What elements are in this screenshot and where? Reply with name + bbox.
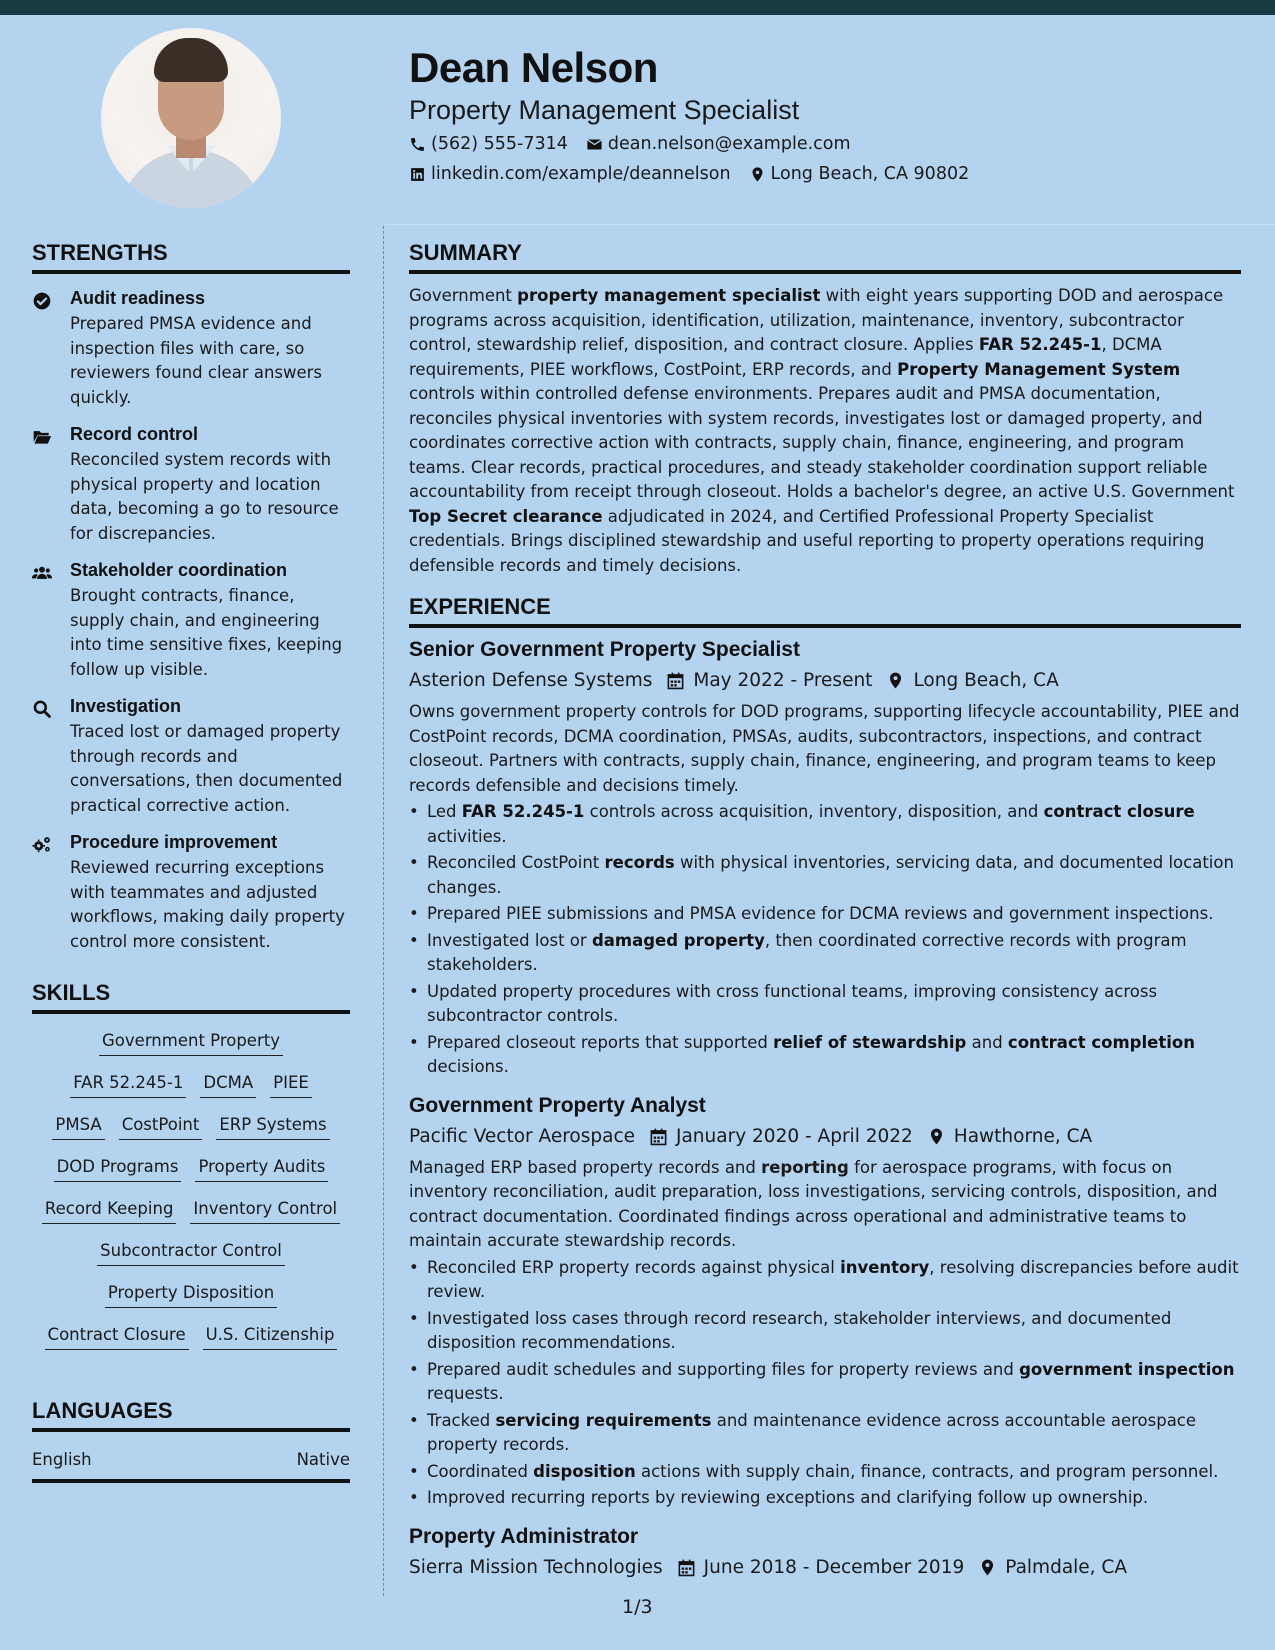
phone-number: (562) 555-7314 bbox=[431, 134, 568, 154]
strengths-list bbox=[32, 288, 350, 954]
job-title: Senior Government Property Specialist bbox=[409, 638, 800, 661]
job-bullets bbox=[409, 1256, 1241, 1511]
job-meta bbox=[409, 1126, 1241, 1147]
job-entry bbox=[409, 638, 1241, 1080]
language-name: English bbox=[32, 1450, 92, 1469]
bullet-item bbox=[409, 1460, 1241, 1485]
strength-title: Stakeholder coordination bbox=[70, 560, 288, 580]
bullet-item bbox=[409, 1307, 1241, 1356]
right-column bbox=[409, 240, 1241, 1578]
text-run: actions with supply chain, finance, contracts, and program personnel. bbox=[635, 1461, 1219, 1481]
bold-phrase: damaged property bbox=[591, 930, 765, 950]
skill-tag: ERP Systems bbox=[216, 1114, 329, 1140]
language-row bbox=[32, 1432, 350, 1483]
skill-tag: Record Keeping bbox=[42, 1198, 177, 1224]
top-accent-bar bbox=[0, 0, 1275, 15]
bullet-item bbox=[409, 929, 1241, 978]
text-run: Prepared audit schedules and supporting files for property reviews and bbox=[427, 1359, 1020, 1379]
contact-row-1 bbox=[409, 134, 869, 154]
text-run: Updated property procedures with cross functional teams, improving consistency across subcontractor controls. bbox=[427, 981, 1158, 1025]
folder-open-icon bbox=[32, 427, 52, 447]
skills-heading: SKILLS bbox=[32, 980, 350, 1014]
text-run: Prepared closeout reports that supported bbox=[427, 1032, 774, 1052]
text-run: and bbox=[966, 1032, 1008, 1052]
job-entry bbox=[409, 1094, 1241, 1511]
bold-phrase: Property Management System bbox=[897, 359, 1181, 379]
skill-tag: Contract Closure bbox=[45, 1324, 189, 1350]
skill-tag: DCMA bbox=[200, 1072, 256, 1098]
text-run: with physical inventories, servicing data, and documented location changes. bbox=[427, 853, 1234, 897]
text-run: Coordinated bbox=[427, 1461, 534, 1481]
strength-desc: Prepared PMSA evidence and inspection files with care, so reviewers found clear answers quickly. bbox=[70, 314, 323, 407]
text-run: Government bbox=[409, 286, 518, 305]
job-dates: January 2020 - April 2022 bbox=[676, 1125, 913, 1147]
skill-tag: U.S. Citizenship bbox=[203, 1324, 338, 1350]
job-description: Owns government property controls for DOD programs, supporting lifecycle accountability, PIEE and CostPoint records, DCMA coordination, PMSAs, audits, subcontractors, inspections, and contract closeout. Partners with contracts, supply chain, finance, engineering, and program teams to keep records defensible and decisions timely. bbox=[409, 702, 1240, 795]
text-run: adjudicated in 2024, and Certified Professional Property Specialist credentials. Brings disciplined stewardship and useful reporting to property operations requiring defensible records and timely decisions. bbox=[409, 506, 1205, 575]
bold-phrase: relief of stewardship bbox=[773, 1032, 967, 1052]
contact-row-2 bbox=[409, 164, 987, 184]
skill-tag: Subcontractor Control bbox=[97, 1240, 285, 1266]
bullet-item bbox=[409, 851, 1241, 900]
map-pin-icon bbox=[749, 166, 766, 183]
languages-heading: LANGUAGES bbox=[32, 1398, 350, 1432]
users-icon bbox=[32, 563, 52, 583]
bullet-item bbox=[409, 1031, 1241, 1080]
email-address[interactable]: dean.nelson@example.com bbox=[607, 134, 851, 154]
calendar-icon bbox=[649, 1127, 668, 1146]
map-pin-icon bbox=[978, 1558, 997, 1577]
gears-icon bbox=[32, 835, 52, 855]
map-pin-icon bbox=[886, 671, 905, 690]
text-run: , resolving discrepancies before audit review. bbox=[427, 1257, 1239, 1301]
location-item bbox=[749, 164, 970, 184]
skill-tag: Government Property bbox=[99, 1030, 283, 1056]
strength-desc: Traced lost or damaged property through records and conversations, then documented practical corrective action. bbox=[70, 722, 343, 815]
calendar-icon bbox=[677, 1558, 696, 1577]
strength-title: Audit readiness bbox=[70, 288, 206, 308]
strength-title: Procedure improvement bbox=[70, 832, 278, 852]
experience-heading: EXPERIENCE bbox=[409, 594, 1241, 628]
skills-list bbox=[32, 1030, 350, 1350]
job-location: Palmdale, CA bbox=[1005, 1556, 1128, 1578]
bold-phrase: servicing requirements bbox=[495, 1410, 712, 1430]
job-description bbox=[409, 1156, 1241, 1254]
bold-phrase: disposition bbox=[533, 1461, 636, 1481]
bold-phrase: FAR 52.245-1 bbox=[461, 802, 585, 821]
bold-phrase: inventory bbox=[840, 1257, 930, 1277]
text-run: decisions. bbox=[427, 1057, 509, 1076]
text-run: Reconciled CostPoint bbox=[427, 853, 605, 872]
text-run: controls across acquisition, inventory, disposition, and bbox=[584, 802, 1044, 821]
job-title: Property Administrator bbox=[409, 1524, 639, 1548]
candidate-name: Dean Nelson bbox=[409, 44, 658, 91]
text-run: , DCMA requirements, PIEE workflows, CostPoint, ERP records, and bbox=[409, 335, 1162, 379]
phone-item bbox=[409, 134, 568, 154]
summary-heading: SUMMARY bbox=[409, 240, 1241, 274]
text-run: Managed ERP based property records and bbox=[409, 1157, 762, 1177]
job-location: Hawthorne, CA bbox=[953, 1125, 1093, 1147]
text-run: Tracked bbox=[427, 1410, 496, 1430]
bold-phrase: Top Secret clearance bbox=[409, 506, 603, 526]
bullet-item bbox=[409, 1256, 1241, 1305]
bold-phrase: property management specialist bbox=[517, 286, 821, 305]
text-run: Investigated loss cases through record research, stakeholder interviews, and documented disposition recommendations. bbox=[427, 1308, 1172, 1352]
bold-phrase: records bbox=[604, 853, 675, 872]
job-dates: May 2022 - Present bbox=[693, 670, 873, 691]
bold-phrase: government inspection bbox=[1019, 1359, 1235, 1379]
left-column bbox=[32, 240, 350, 1483]
strength-desc: Reconciled system records with physical property and location data, becoming a go to resource for discrepancies. bbox=[70, 450, 339, 543]
job-bullets bbox=[409, 800, 1241, 1080]
column-divider bbox=[383, 226, 384, 1596]
linkedin-url[interactable]: linkedin.com/example/deannelson bbox=[431, 164, 731, 184]
job-entry bbox=[409, 1525, 1241, 1578]
language-level: Native bbox=[296, 1450, 350, 1469]
text-run: activities. bbox=[427, 826, 507, 846]
skill-tag: Property Disposition bbox=[105, 1282, 277, 1308]
bold-phrase: reporting bbox=[761, 1157, 849, 1177]
text-run: Improved recurring reports by reviewing exceptions and clarifying follow up ownership. bbox=[427, 1488, 1149, 1507]
job-meta bbox=[409, 1557, 1241, 1578]
bold-phrase: FAR 52.245-1 bbox=[978, 335, 1102, 354]
text-run: Prepared PIEE submissions and PMSA evidence for DCMA reviews and government inspections. bbox=[427, 904, 1214, 923]
text-run: Investigated lost or bbox=[427, 930, 592, 950]
envelope-icon bbox=[586, 136, 603, 153]
search-icon bbox=[32, 699, 52, 719]
job-location: Long Beach, CA bbox=[913, 670, 1059, 691]
job-dates: June 2018 - December 2019 bbox=[703, 1556, 965, 1578]
bullet-item bbox=[409, 800, 1241, 849]
text-run: and maintenance evidence across accountable aerospace property records. bbox=[427, 1410, 1197, 1454]
calendar-icon bbox=[666, 671, 685, 690]
strengths-heading: STRENGTHS bbox=[32, 240, 350, 274]
skill-tag: DOD Programs bbox=[54, 1156, 182, 1182]
phone-icon bbox=[409, 136, 426, 153]
job-company: Sierra Mission Technologies bbox=[409, 1556, 663, 1578]
skill-tag: PMSA bbox=[52, 1114, 104, 1140]
map-pin-icon bbox=[927, 1127, 946, 1146]
email-item[interactable] bbox=[586, 134, 851, 154]
strength-item bbox=[32, 288, 350, 410]
location-text: Long Beach, CA 90802 bbox=[770, 164, 970, 184]
profile-photo bbox=[101, 28, 281, 208]
skill-tag: Property Audits bbox=[195, 1156, 328, 1182]
strength-item bbox=[32, 832, 350, 954]
job-title: Government Property Analyst bbox=[409, 1093, 706, 1117]
strength-item bbox=[32, 696, 350, 818]
job-company: Asterion Defense Systems bbox=[409, 670, 653, 691]
bold-phrase: contract closure bbox=[1043, 802, 1195, 821]
strength-item bbox=[32, 560, 350, 682]
summary-text bbox=[409, 284, 1241, 578]
bullet-item bbox=[409, 1409, 1241, 1458]
bullet-item bbox=[409, 980, 1241, 1029]
linkedin-item[interactable] bbox=[409, 164, 731, 184]
text-run: for aerospace programs, with focus on inventory reconciliation, audit preparation, loss investigations, servicing controls, disposition, and contract documentation. Coordinated findings across operational and administrative teams to maintain accurate stewardship records. bbox=[409, 1157, 1218, 1250]
page-number: 1/3 bbox=[622, 1596, 653, 1618]
strength-item bbox=[32, 424, 350, 546]
strength-title: Investigation bbox=[70, 696, 182, 716]
skill-tag: PIEE bbox=[270, 1072, 312, 1098]
strength-desc: Reviewed recurring exceptions with teammates and adjusted workflows, making daily property control more consistent. bbox=[70, 858, 345, 951]
text-run: , then coordinated corrective records with program stakeholders. bbox=[427, 930, 1187, 974]
skill-tag: FAR 52.245-1 bbox=[70, 1072, 186, 1098]
check-circle-icon bbox=[32, 291, 52, 311]
strength-desc: Brought contracts, finance, supply chain, and engineering into time sensitive fixes, keeping follow up visible. bbox=[70, 586, 343, 679]
bullet-item bbox=[409, 1486, 1241, 1511]
text-run: requests. bbox=[427, 1384, 504, 1403]
text-run: controls within controlled defense environments. Prepares audit and PMSA documentation, reconciles physical inventories with system records, investigates lost or damaged property, and coordinates corrective action with contracts, supply chain, finance, engineering, and program teams. Clear records, practical procedures, and steady stakeholder coordination support reliable accountability from receipt through closeout. Holds a bachelor's degree, an active U.S. Government bbox=[409, 384, 1235, 501]
strength-title: Record control bbox=[70, 424, 199, 444]
job-company: Pacific Vector Aerospace bbox=[409, 1125, 636, 1147]
header-divider bbox=[385, 224, 1275, 225]
skill-tag: Inventory Control bbox=[190, 1198, 340, 1224]
candidate-title: Property Management Specialist bbox=[409, 95, 800, 125]
skill-tag: CostPoint bbox=[119, 1114, 203, 1140]
text-run: Reconciled ERP property records against physical bbox=[427, 1257, 841, 1277]
linkedin-icon bbox=[409, 166, 426, 183]
job-meta bbox=[409, 670, 1241, 691]
bullet-item bbox=[409, 902, 1241, 927]
text-run: Led bbox=[427, 802, 462, 821]
text-run: with eight years supporting DOD and aerospace programs across acquisition, identification, utilization, maintenance, inventory, subcontractor control, stewardship relief, disposition, and contract closure. Applies bbox=[409, 286, 1224, 354]
bullet-item bbox=[409, 1358, 1241, 1407]
bold-phrase: contract completion bbox=[1007, 1032, 1195, 1052]
